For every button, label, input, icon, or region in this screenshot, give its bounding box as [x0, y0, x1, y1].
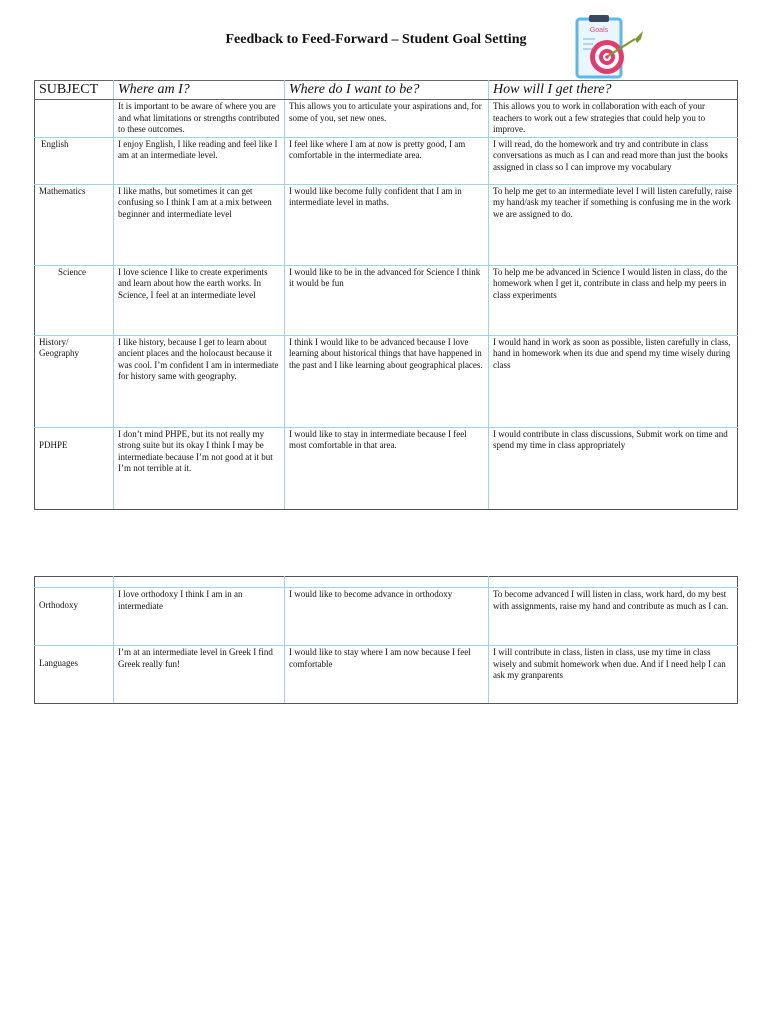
want-to-be-cell: I feel like where I am at now is pretty good, I am comfortable in the intermediate area. — [285, 137, 489, 184]
intro-get-there: This allows you to work in collaboration with each of your teachers to work out a few strategies that could help you to improve. — [489, 100, 738, 138]
goal-setting-table-continued — [34, 576, 738, 704]
get-there-cell: To help me get to an intermediate level I will listen carefully, raise my hand/ask my teacher if something is confusing me in the work we are assigned to do. — [489, 184, 738, 265]
goal-setting-table — [34, 80, 738, 510]
get-there-cell: I will contribute in class, listen in class, use my time in class wisely and submit homework when due. And if I need help I can ask my granparents — [489, 646, 738, 704]
where-am-i-cell: I like maths, but sometimes it can get confusing so I think I am at a mix between beginner and intermediate level — [114, 184, 285, 265]
get-there-cell: To become advanced I will listen in class, work hard, do my best with assignments, raise my hand and contribute as much as I can. — [489, 588, 738, 646]
where-am-i-cell: I enjoy English, I like reading and feel like I am at an intermediate level. — [114, 137, 285, 184]
table-header-row — [35, 81, 738, 100]
header-where-want-to-be: Where do I want to be? — [285, 81, 489, 100]
table-row-orthodoxy — [35, 588, 738, 646]
subject-pdhpe: PDHPE — [35, 427, 114, 509]
spacer-cell — [114, 577, 285, 588]
subject-english: English — [35, 137, 114, 184]
header-how-get-there: How will I get there? — [489, 81, 738, 100]
get-there-cell: I would contribute in class discussions, Submit work on time and spend my time in class appropriately — [489, 427, 738, 509]
where-am-i-cell: I love science I like to create experiments and learn about how the earth works. In Science, I feel at an intermediate level — [114, 265, 285, 335]
subject-languages: Languages — [35, 646, 114, 704]
table-row-mathematics — [35, 184, 738, 265]
where-am-i-cell: I like history, because I get to learn about ancient places and the holocaust because it was cool. I’m confident I am in intermediate for history same with geography. — [114, 335, 285, 427]
header-where-am-i: Where am I? — [114, 81, 285, 100]
get-there-cell: To help me be advanced in Science I would listen in class, do the homework when I get it, contribute in class and help my peers in class experiments — [489, 265, 738, 335]
table-row-pdhpe — [35, 427, 738, 509]
want-to-be-cell: I would like become fully confident that I am in intermediate level in maths. — [285, 184, 489, 265]
table-row-history-geography — [35, 335, 738, 427]
want-to-be-cell: I think I would like to be advanced because I love learning about historical things that have happened in the past and I like learning about geographical places. — [285, 335, 489, 427]
table-row-english — [35, 137, 738, 184]
intro-where-am-i: It is important to be aware of where you are and what limitations or strengths contributed to these outcomes. — [114, 100, 285, 138]
table-row-languages — [35, 646, 738, 704]
where-am-i-cell: I love orthodoxy I think I am in an intermediate — [114, 588, 285, 646]
page-title: Feedback to Feed-Forward – Student Goal Setting — [225, 32, 527, 47]
subject-orthodoxy: Orthodoxy — [35, 588, 114, 646]
want-to-be-cell: I would like to stay in intermediate because I feel most comfortable in that area. — [285, 427, 489, 509]
spacer-cell — [285, 577, 489, 588]
intro-subject-cell — [35, 100, 114, 138]
subject-history-geography: History/ Geography — [35, 335, 114, 427]
want-to-be-cell: I would like to become advance in orthodoxy — [285, 588, 489, 646]
subject-science: Science — [35, 265, 114, 335]
intro-want-to-be: This allows you to articulate your aspirations and, for some of you, set new ones. — [285, 100, 489, 138]
subject-mathematics: Mathematics — [35, 184, 114, 265]
where-am-i-cell: I don’t mind PHPE, but its not really my strong suite but its okay I think I may be intermediate because I’m not good at it but I’m not terrible at it. — [114, 427, 285, 509]
goals-icon-label: Goals — [589, 27, 609, 34]
spacer-cell — [489, 577, 738, 588]
continued-spacer-row — [35, 577, 738, 588]
where-am-i-cell: I’m at an intermediate level in Greek I find Greek really fun! — [114, 646, 285, 704]
header-subject: SUBJECT — [35, 81, 114, 100]
want-to-be-cell: I would like to be in the advanced for Science I think it would be fun — [285, 265, 489, 335]
spacer-cell — [35, 577, 114, 588]
goals-clipboard-target-icon — [571, 13, 651, 83]
get-there-cell: I would hand in work as soon as possible, listen carefully in class, hand in homework when its due and spend my time wisely during class — [489, 335, 738, 427]
intro-row — [35, 100, 738, 138]
table-row-science — [35, 265, 738, 335]
want-to-be-cell: I would like to stay where I am now because I feel comfortable — [285, 646, 489, 704]
get-there-cell: I will read, do the homework and try and contribute in class conversations as much as I can and read more than just the books assigned in class so I can improve my vocabulary — [489, 137, 738, 184]
